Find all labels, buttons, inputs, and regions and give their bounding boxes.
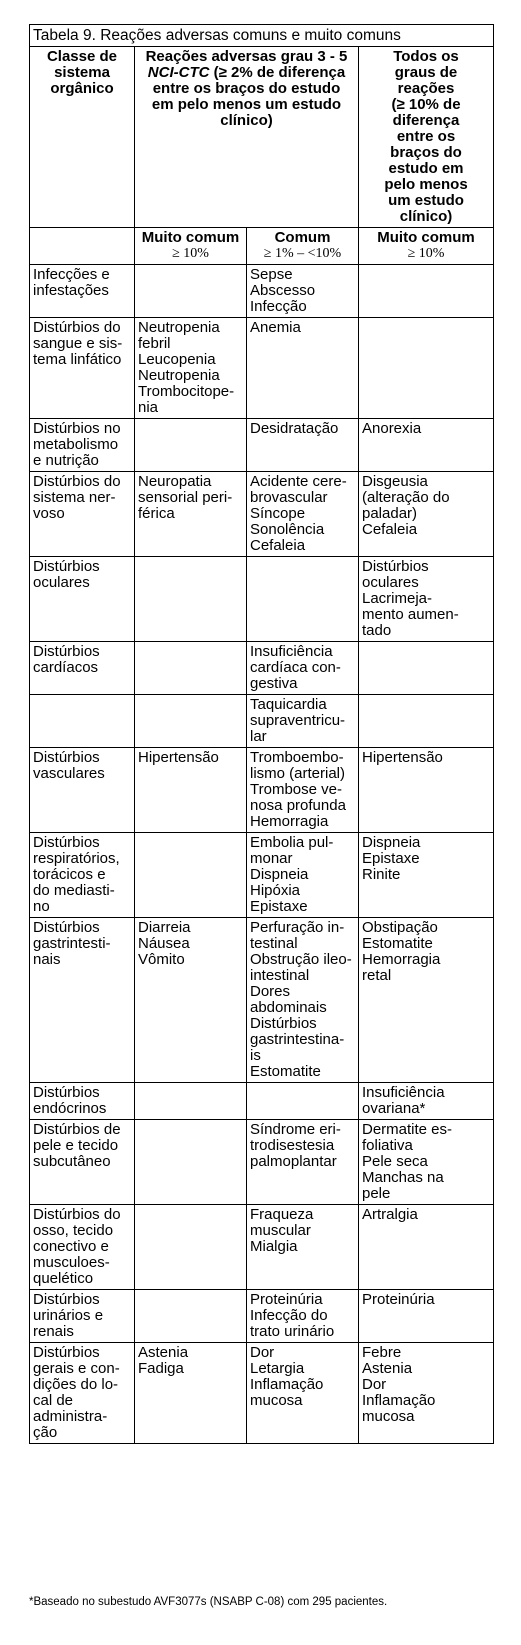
- header-organ-class-line: orgânico: [50, 80, 114, 97]
- very-common-all-cell-line: mento aumen-: [362, 606, 459, 623]
- common-grade-cell-line: Sonolência: [250, 521, 325, 538]
- common-grade-cell-line: Sepse: [250, 266, 293, 283]
- header-all-grades-line: estudo em: [388, 160, 464, 177]
- common-grade-cell: [247, 695, 359, 748]
- subheader-row: [30, 228, 494, 265]
- organ-class-cell: [30, 265, 135, 318]
- very-common-grade-cell: [135, 1083, 247, 1120]
- organ-class-cell-line: gastrintesti-: [33, 935, 111, 952]
- very-common-all-cell-line: Artralgia: [362, 1206, 418, 1223]
- very-common-grade-cell-line: febril: [138, 335, 171, 352]
- table-row: [30, 472, 494, 557]
- very-common-all-cell-line: oculares: [362, 574, 419, 591]
- header-nci-ctc: NCI-CTC: [147, 64, 210, 81]
- very-common-grade-cell: [135, 695, 247, 748]
- organ-class-cell-line: administra-: [33, 1408, 108, 1425]
- common-grade-cell-line: Dor: [250, 1344, 275, 1361]
- common-grade-cell: [247, 318, 359, 419]
- very-common-all-cell-line: Distúrbios: [362, 558, 429, 575]
- table-row: [30, 833, 494, 918]
- very-common-all-cell-line: mucosa: [362, 1408, 415, 1425]
- table-row: [30, 1290, 494, 1343]
- very-common-all-cell: [359, 1205, 494, 1290]
- common-grade-cell-line: Distúrbios: [250, 1015, 317, 1032]
- subheader-comum: [247, 228, 359, 265]
- very-common-grade-cell-line: Vômito: [138, 951, 185, 968]
- organ-class-cell: [30, 1083, 135, 1120]
- common-grade-cell-line: Trombose ve-: [250, 781, 342, 798]
- very-common-all-cell-line: pele: [362, 1185, 391, 1202]
- very-common-grade-cell: [135, 1205, 247, 1290]
- organ-class-cell-line: infestações: [33, 282, 109, 299]
- subheader-muito-comum-b-label: Muito comum: [377, 229, 475, 246]
- organ-class-cell-line: Distúrbios: [33, 749, 100, 766]
- header-all-grades-line: entre os: [396, 128, 456, 145]
- organ-class-cell: [30, 1343, 135, 1444]
- very-common-all-cell: [359, 1083, 494, 1120]
- footnote: *Baseado no subestudo AVF3077s (NSABP C-08) com 295 pacientes.: [29, 1596, 388, 1608]
- organ-class-cell-line: Distúrbios no: [33, 420, 121, 437]
- very-common-all-cell-line: tado: [362, 622, 392, 639]
- organ-class-cell-line: torácicos e: [33, 866, 106, 883]
- organ-class-cell-line: Distúrbios: [33, 1344, 100, 1361]
- header-all-grades-line: clínico): [399, 208, 453, 225]
- organ-class-cell: [30, 1290, 135, 1343]
- organ-class-cell: [30, 918, 135, 1083]
- subheader-comum-label: Comum: [274, 229, 331, 246]
- common-grade-cell-line: Inflamação: [250, 1376, 324, 1393]
- very-common-all-cell-line: Disgeusia: [362, 473, 428, 490]
- subheader-muito-comum-b: [359, 228, 494, 265]
- common-grade-cell: [247, 1083, 359, 1120]
- header-grade-diff: (≥ 2% de diferença: [209, 64, 346, 81]
- very-common-all-cell-line: Astenia: [362, 1360, 413, 1377]
- organ-class-cell-line: Distúrbios do: [33, 1206, 121, 1223]
- subheader-muito-comum-a-range: ≥ 10%: [172, 246, 209, 261]
- common-grade-cell-line: testinal: [250, 935, 298, 952]
- very-common-all-cell-line: Hipertensão: [362, 749, 443, 766]
- common-grade-cell: [247, 1290, 359, 1343]
- very-common-all-cell: [359, 695, 494, 748]
- common-grade-cell: [247, 833, 359, 918]
- common-grade-cell: [247, 557, 359, 642]
- very-common-all-cell-line: Hemorragia: [362, 951, 441, 968]
- common-grade-cell-line: Hipóxia: [250, 882, 301, 899]
- organ-class-cell-line: urinários e: [33, 1307, 104, 1324]
- common-grade-cell-line: mucosa: [250, 1392, 303, 1409]
- very-common-all-cell: [359, 748, 494, 833]
- very-common-all-cell: [359, 918, 494, 1083]
- very-common-grade-cell-line: Náusea: [138, 935, 190, 952]
- organ-class-cell-line: renais: [33, 1323, 74, 1340]
- header-row: [30, 47, 494, 228]
- common-grade-cell-line: palmoplantar: [250, 1153, 337, 1170]
- very-common-all-cell-line: Dermatite es-: [362, 1121, 453, 1138]
- header-all-grades-line: Todos os: [393, 48, 459, 65]
- header-grade-3-5: [135, 47, 359, 228]
- common-grade-cell-line: Obstrução ileo-: [250, 951, 352, 968]
- common-grade-cell-line: Abscesso: [250, 282, 316, 299]
- very-common-grade-cell: [135, 419, 247, 472]
- common-grade-cell: [247, 419, 359, 472]
- header-organ-class-line: Classe de: [46, 48, 118, 65]
- header-grade-rest-line: clínico): [220, 112, 273, 129]
- very-common-grade-cell: [135, 642, 247, 695]
- common-grade-cell: [247, 472, 359, 557]
- common-grade-cell-line: Desidratação: [250, 420, 339, 437]
- common-grade-cell-line: Cefaleia: [250, 537, 306, 554]
- very-common-grade-cell-line: Fadiga: [138, 1360, 184, 1377]
- organ-class-cell: [30, 833, 135, 918]
- very-common-all-cell-line: Insuficiência: [362, 1084, 445, 1101]
- header-all-grades-line: um estudo: [388, 192, 464, 209]
- very-common-all-cell-line: Anorexia: [362, 420, 422, 437]
- organ-class-cell: [30, 472, 135, 557]
- common-grade-cell-line: nosa profunda: [250, 797, 346, 814]
- organ-class-cell-line: e nutrição: [33, 452, 99, 469]
- common-grade-cell: [247, 1120, 359, 1205]
- common-grade-cell-line: intestinal: [250, 967, 310, 984]
- common-grade-cell-line: Epistaxe: [250, 898, 308, 915]
- very-common-all-cell-line: retal: [362, 967, 392, 984]
- header-organ-class-line: sistema: [54, 64, 110, 81]
- header-all-grades-line: diferença: [392, 112, 460, 129]
- very-common-all-cell-line: Febre: [362, 1344, 402, 1361]
- very-common-all-cell: [359, 265, 494, 318]
- organ-class-cell-line: dições do lo-: [33, 1376, 119, 1393]
- very-common-all-cell: [359, 419, 494, 472]
- table-row: [30, 557, 494, 642]
- table-row: [30, 1120, 494, 1205]
- table-row: [30, 1343, 494, 1444]
- subheader-muito-comum-b-range: ≥ 10%: [407, 246, 445, 261]
- common-grade-cell-line: Infecção: [250, 298, 307, 315]
- header-grade-rest-line: em pelo menos um estudo: [151, 96, 342, 113]
- very-common-all-cell-line: foliativa: [362, 1137, 413, 1154]
- subheader-empty: [30, 228, 135, 265]
- common-grade-cell: [247, 1343, 359, 1444]
- common-grade-cell-line: Perfuração in-: [250, 919, 345, 936]
- table-row: [30, 918, 494, 1083]
- very-common-all-cell-line: Estomatite: [362, 935, 433, 952]
- organ-class-cell-line: nais: [33, 951, 61, 968]
- header-all-grades-line: pelo menos: [384, 176, 468, 193]
- very-common-grade-cell-line: sensorial peri-: [138, 489, 233, 506]
- table-row: [30, 642, 494, 695]
- very-common-all-cell: [359, 1343, 494, 1444]
- very-common-all-cell: [359, 1120, 494, 1205]
- common-grade-cell: [247, 265, 359, 318]
- very-common-all-cell-line: Epistaxe: [362, 850, 420, 867]
- common-grade-cell: [247, 1205, 359, 1290]
- very-common-grade-cell: [135, 918, 247, 1083]
- common-grade-cell-line: trodisestesia: [250, 1137, 335, 1154]
- adverse-reactions-table: [29, 24, 494, 1444]
- table-row: [30, 1205, 494, 1290]
- common-grade-cell: [247, 642, 359, 695]
- organ-class-cell-line: tema linfático: [33, 351, 122, 368]
- organ-class-cell-line: sistema ner-: [33, 489, 116, 506]
- organ-class-cell: [30, 419, 135, 472]
- organ-class-cell: [30, 748, 135, 833]
- common-grade-cell-line: Infecção do: [250, 1307, 328, 1324]
- common-grade-cell-line: cardíaca con-: [250, 659, 341, 676]
- very-common-all-cell-line: Proteinúria: [362, 1291, 435, 1308]
- common-grade-cell-line: Tromboembo-: [250, 749, 344, 766]
- common-grade-cell-line: monar: [250, 850, 293, 867]
- common-grade-cell-line: Embolia pul-: [250, 834, 334, 851]
- common-grade-cell-line: abdominais: [250, 999, 327, 1016]
- adverse-reactions-table-container: [29, 24, 493, 1444]
- organ-class-cell-line: do mediasti-: [33, 882, 115, 899]
- organ-class-cell-line: subcutâneo: [33, 1153, 111, 1170]
- common-grade-cell-line: Fraqueza: [250, 1206, 314, 1223]
- table-row: [30, 695, 494, 748]
- organ-class-cell-line: Distúrbios: [33, 919, 100, 936]
- organ-class-cell-line: osso, tecido: [33, 1222, 114, 1239]
- organ-class-cell-line: Infecções e: [33, 266, 110, 283]
- very-common-grade-cell-line: Leucopenia: [138, 351, 216, 368]
- very-common-grade-cell: [135, 1120, 247, 1205]
- organ-class-cell-line: ção: [33, 1424, 58, 1441]
- organ-class-cell-line: Distúrbios: [33, 643, 100, 660]
- common-grade-cell-line: is: [250, 1047, 261, 1064]
- organ-class-cell-line: respiratórios,: [33, 850, 120, 867]
- title-row: [30, 25, 494, 47]
- very-common-all-cell-line: ovariana*: [362, 1100, 426, 1117]
- header-organ-class: [30, 47, 135, 228]
- organ-class-cell-line: musculoes-: [33, 1254, 110, 1271]
- common-grade-cell: [247, 918, 359, 1083]
- organ-class-cell-line: conectivo e: [33, 1238, 109, 1255]
- common-grade-cell-line: Dispneia: [250, 866, 309, 883]
- very-common-all-cell-line: Dispneia: [362, 834, 421, 851]
- common-grade-cell-line: Letargia: [250, 1360, 305, 1377]
- very-common-all-cell: [359, 557, 494, 642]
- very-common-all-cell: [359, 642, 494, 695]
- header-all-grades-line: reações: [397, 80, 455, 97]
- very-common-grade-cell-line: nia: [138, 399, 159, 416]
- common-grade-cell-line: gastrintestina-: [250, 1031, 345, 1048]
- common-grade-cell-line: Insuficiência: [250, 643, 333, 660]
- organ-class-cell-line: sangue e sis-: [33, 335, 123, 352]
- table-row: [30, 265, 494, 318]
- organ-class-cell: [30, 318, 135, 419]
- header-all-grades: [359, 47, 494, 228]
- very-common-all-cell-line: (alteração do: [362, 489, 450, 506]
- header-grade-line-2: [138, 65, 355, 81]
- very-common-grade-cell-line: Hipertensão: [138, 749, 219, 766]
- very-common-all-cell-line: Pele seca: [362, 1153, 428, 1170]
- organ-class-cell-line: voso: [33, 505, 65, 522]
- common-grade-cell-line: Acidente cere-: [250, 473, 347, 490]
- organ-class-cell-line: Distúrbios: [33, 1291, 100, 1308]
- very-common-all-cell-line: Obstipação: [362, 919, 438, 936]
- very-common-grade-cell: [135, 1290, 247, 1343]
- subheader-comum-range: ≥ 1% – <10%: [263, 246, 342, 261]
- very-common-all-cell-line: Lacrimeja-: [362, 590, 433, 607]
- table-row: [30, 1083, 494, 1120]
- organ-class-cell-line: no: [33, 898, 50, 915]
- table-row: [30, 748, 494, 833]
- table-title: Tabela 9. Reações adversas comuns e muito comuns: [30, 25, 494, 47]
- very-common-grade-cell-line: Astenia: [138, 1344, 189, 1361]
- common-grade-cell-line: Dores: [250, 983, 291, 1000]
- organ-class-cell: [30, 642, 135, 695]
- common-grade-cell-line: muscular: [250, 1222, 311, 1239]
- very-common-grade-cell: [135, 1343, 247, 1444]
- header-all-grades-line: (≥ 10% de: [391, 96, 461, 113]
- header-grade-rest: [138, 81, 355, 129]
- organ-class-cell-line: Distúrbios: [33, 558, 100, 575]
- common-grade-cell-line: lismo (arterial): [250, 765, 346, 782]
- header-all-grades-line: graus de: [394, 64, 458, 81]
- organ-class-cell-line: metabolismo: [33, 436, 119, 453]
- common-grade-cell-line: Hemorragia: [250, 813, 329, 830]
- header-grade-rest-line: entre os braços do estudo: [152, 80, 341, 97]
- very-common-all-cell: [359, 1290, 494, 1343]
- very-common-all-cell-line: Manchas na: [362, 1169, 444, 1186]
- very-common-all-cell: [359, 833, 494, 918]
- organ-class-cell: [30, 695, 135, 748]
- common-grade-cell-line: Síndrome eri-: [250, 1121, 341, 1138]
- table-row: [30, 419, 494, 472]
- very-common-all-cell-line: paladar): [362, 505, 418, 522]
- common-grade-cell-line: Taquicardia: [250, 696, 327, 713]
- subheader-muito-comum-a-label: Muito comum: [141, 229, 240, 246]
- very-common-all-cell-line: Dor: [362, 1376, 387, 1393]
- very-common-all-cell-line: Cefaleia: [362, 521, 418, 538]
- very-common-grade-cell: [135, 318, 247, 419]
- organ-class-cell-line: Distúrbios do: [33, 473, 121, 490]
- organ-class-cell-line: vasculares: [33, 765, 105, 782]
- very-common-grade-cell-line: Trombocitope-: [138, 383, 235, 400]
- organ-class-cell-line: Distúrbios de: [33, 1121, 121, 1138]
- very-common-grade-cell: [135, 265, 247, 318]
- common-grade-cell-line: gestiva: [250, 675, 298, 692]
- organ-class-cell: [30, 557, 135, 642]
- very-common-grade-cell: [135, 748, 247, 833]
- organ-class-cell-line: pele e tecido: [33, 1137, 119, 1154]
- organ-class-cell-line: oculares: [33, 574, 90, 591]
- header-grade-line-1: Reações adversas grau 3 - 5: [145, 48, 348, 65]
- common-grade-cell-line: Mialgia: [250, 1238, 298, 1255]
- common-grade-cell-line: Estomatite: [250, 1063, 321, 1080]
- organ-class-cell-line: endócrinos: [33, 1100, 107, 1117]
- very-common-grade-cell-line: Neutropenia: [138, 319, 220, 336]
- very-common-all-cell-line: Inflamação: [362, 1392, 436, 1409]
- organ-class-cell-line: cal de: [33, 1392, 74, 1409]
- very-common-grade-cell-line: Neutropenia: [138, 367, 220, 384]
- very-common-grade-cell-line: Diarreia: [138, 919, 191, 936]
- subheader-muito-comum-a: [135, 228, 247, 265]
- common-grade-cell: [247, 748, 359, 833]
- header-all-grades-line: braços do: [390, 144, 462, 161]
- organ-class-cell: [30, 1120, 135, 1205]
- common-grade-cell-line: supraventricu-: [250, 712, 346, 729]
- common-grade-cell-line: lar: [250, 728, 267, 745]
- organ-class-cell-line: Distúrbios do: [33, 319, 121, 336]
- very-common-grade-cell: [135, 557, 247, 642]
- common-grade-cell-line: Síncope: [250, 505, 306, 522]
- common-grade-cell-line: trato urinário: [250, 1323, 335, 1340]
- very-common-all-cell: [359, 318, 494, 419]
- organ-class-cell-line: cardíacos: [33, 659, 99, 676]
- very-common-grade-cell: [135, 472, 247, 557]
- common-grade-cell-line: Proteinúria: [250, 1291, 323, 1308]
- common-grade-cell-line: brovascular: [250, 489, 328, 506]
- very-common-grade-cell-line: Neuropatia: [138, 473, 212, 490]
- organ-class-cell-line: Distúrbios: [33, 834, 100, 851]
- very-common-all-cell: [359, 472, 494, 557]
- organ-class-cell-line: gerais e con-: [33, 1360, 120, 1377]
- very-common-grade-cell-line: férica: [138, 505, 175, 522]
- very-common-all-cell-line: Rinite: [362, 866, 401, 883]
- very-common-grade-cell: [135, 833, 247, 918]
- organ-class-cell-line: Distúrbios: [33, 1084, 100, 1101]
- common-grade-cell-line: Anemia: [250, 319, 301, 336]
- table-row: [30, 318, 494, 419]
- organ-class-cell: [30, 1205, 135, 1290]
- organ-class-cell-line: quelético: [33, 1270, 94, 1287]
